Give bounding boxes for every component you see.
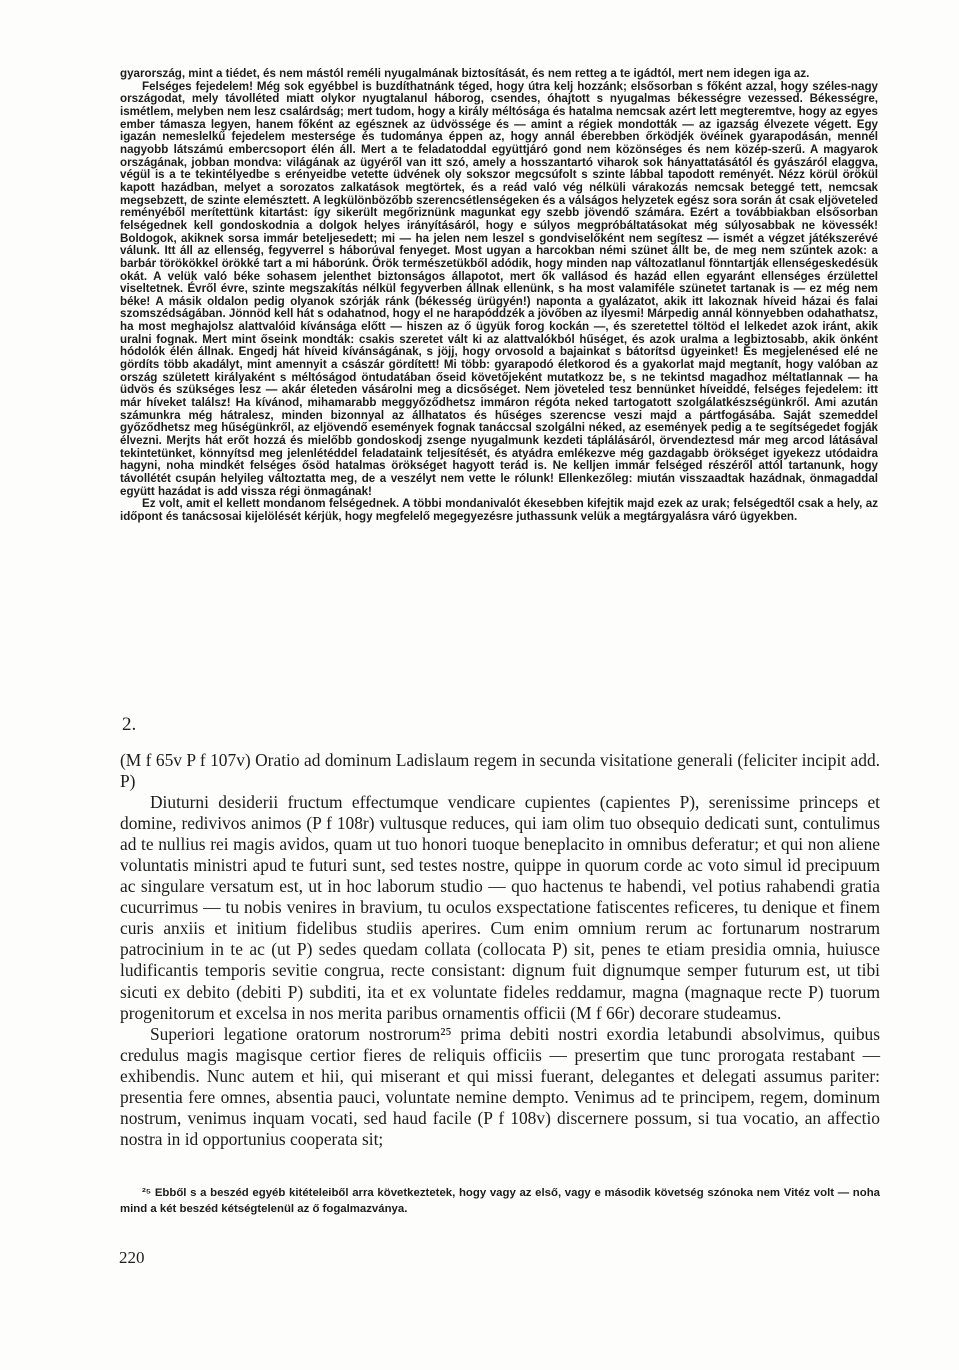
section-number: 2. [122,714,137,735]
latin-paragraph: Superiori legatione oratorum nostrorum²⁵ prima debiti nostri exordia letabundi absolvimus, quibus credulus magis magisque certior fieres de reliquis officiis — presertim que tunc prorogata restabant — exhibendis. Nunc autem et hii, qui miserant et qui missi fuerant, delegantes et delegati assumus pariter: presentia fere omnes, absentia pauci, voluntate nemine dempto. Venimus ad te principem, regem, dominum nostrum, venimus inquam vocati, sed haud facile (P f 108v) discernere possum, si tua vocatio, an affectio nostra in id opportunius cooperata sit; [120,1023,880,1149]
latin-heading: (M f 65v P f 107v) Oratio ad dominum Ladislaum regem in secunda visitatione generali (feliciter incipit add. P) [120,750,880,792]
page-number: 220 [119,1248,145,1267]
footnote [120,1185,880,1217]
hungarian-paragraph: gyarország, mint a tiédet, és nem mástól reméli nyugalmának biztosítását, és nem retteg a te igádtól, mert nem idegen iga az. [120,67,810,80]
latin-paragraph: Diuturni desiderii fructum effectumque vendicare cupientes (capientes P), serenissime princeps et domine, redivivos animos (P f 108r) vultusque reduces, qui iam olim tuo obsequio dedicati sunt, contulimus ad te nullius rei magis avidos, quam ut tuo honori tuoque beneplacito in omnibus deferatur; et qui non aliene voluntatis ministri apud te futuri sunt, sed testes nostre, quippe in quorum corde ac voto simul id precipuum ac singulare versatum est, ut in hoc laborum studio — quo hactenus te habendi, vel potius rahabendi gratia cucurrimus — tu nobis venires in bravium, tu oculos exspectatione fatiscentes reficeres, tu denique et finem curis anxiis et initium fidelibus studiis aperires. Cum enim omnium rerum ac fortunarum nostrarum patrocinium in te ac (ut P) sedes quedam collata (collocata P) sit, penes te etiam presidia omnia, huiusce ludificantis temporis sevitie congrua, recte consistant: dignum fuit dignumque semper futurum est, ut tibi sicuti ex debito (debiti P) subditi, ita et ex voluntate fideles reddamur, magna (magnaque recte P) tuorum progenitorum et excelsa in nos merita paribus ornamentis officii (M f 66r) decorare studeamus. [120,792,880,1023]
footnote-text: ²⁵ Ebből s a beszéd egyéb kitételeiből arra következtetek, hogy vagy az első, vagy e második követség szónoka nem Vitéz volt — noha mind a két beszéd kétségtelenül az ő fogalmazványa. [120,1187,880,1215]
hungarian-paragraph: Ez volt, amit el kellett mondanom felségednek. A többi mondanivalót ékesebben kifejtik majd ezek az urak; felségedtől csak a hely, az időpont és tanácsosai kijelölését kérjük, hogy megfelelő megegyezésre juthassunk velük a megtárgyalásra váró ügyekben. [120,497,878,523]
latin-text [120,750,880,1150]
hungarian-translation-text [120,68,878,524]
hungarian-paragraph: Felséges fejedelem! Még sok egyébbel is buzdíthatnánk téged, hogy útra kelj hozzánk; elsősorban s főként azzal, hogy széles-nagy országodat, mely távolléted miatt olykor nyugtalanul háborog, csendes, óhajtott s nyugalmas békességre vezessed. Békességre, ismétlem, melyben nem lesz csalárdság; mert tudom, hogy a király méltósága és hatalma nemcsak azért lett megteremtve, hogy az egyes ember támasza legyen, hanem főként az egésznek az üdvössége és — amint a régiek mondották — az igazság élvezete végett. Egy igazán nemeslelkű fejedelem mestersége és tudománya éppen az, hogy annál éberebben őrködjék övéinek gyarapodásán, mennél nagyobb látszámú embercsoport élén áll. Mert a te feladatoddal együttjáró gond nem közönséges és nem közép-szerű. A magyarok országának, jobban mondva: világának az ügyéről van itt szó, amely a hosszantartó viharok sok hányattatásától és gyászáról elaggva, végül is a te tekintélyedbe s erényeidbe vetette üdvének oly sokszor megcsúfolt s szinte lábbal tapodott reményét. Nézz körül örökül kapott hazádban, melyet a sorozatos zalkatások megtörtek, és a reád való vég nélküli várakozás nemcsak beteggé tett, nemcsak megsebzett, de szinte elemésztett. A legkülönbözőbb szerencsétlenségeken és a válságos helyzetek egész sora során át csak eljöveteled reményéből merítettünk kitartást: így sikerült megőriznünk magunkat egy szebb jövendő számára. Ezért a továbbiakban elsősorban felségednek kell gondoskodnia a dolgok helyes irányításáról, hogy e súlyos megpróbáltatásokat még súlyosabbak ne kövessék! Boldogok, akiknek sorsa immár beteljesedett; mi — ha jelen nem leszel s gondviselőként nem segítesz — ismét a végzet játékszerévé válunk. Itt áll az ellenség, fegyverrel s háborúval fenyeget. Most ugyan a harcokban némi szünet állt be, de meg nem szűntek azok: a barbár törökökkel örökké tart a mi háborúnk. Örök természetükből adódik, hogy minden nap változatlanul fönntartják ellenségeskedésük okát. A velük való béke sohasem jelenthet biztonságos állapotot, mert ők vallásod és hazád ellen egyaránt ellenséges érzülettel viseltetnek. Évről évre, szinte megszakítás nélkül fegyverben állnak ellenünk, s ha most valamiféle szünetet tartanak is — ez még nem béke! A másik oldalon pedig olyanok szórják ránk (békesség ürügyén!) naponta a gyalázatot, akik itt lakoznak híveid házai és falai szomszédságában. Jönnöd kell hát s odahatnod, hogy el ne harapóddzék a jövőben az ilyesmi! Márpedig annál könnyebben odahathatsz, ha most meghajolsz alattvalóid kívánsága előtt — hiszen az ő ügyük forog kockán —, és szeretettel töltöd el lelkedet azok iránt, akik uralni fognak. Mert mint őseink mondták: csakis szeretet vált ki az alattvalókból hűséget, és azok uralma a legbiztosabb, akik önként hódolók élén állnak. Engedj hát híveid kívánságának, s jöjj, hogy orvosold a bajainkat s bátorítsd ügyeinket! És megjelenésed elé ne gördíts több akadályt, mint amennyit a császár gördített! Mi több: gyarapodó életkorod és a gyakorlat majd megtanít, hogy valóban az ország született királyaként s méltóságod öntudatában őseid követőjeként mutatkozz be, s ne tekintsd magadhoz méltatlannak — ha üdvös és szükséges lesz — akár életeden vásárolni meg a dicsőséget. Nem jöveteled tesz bennünket híveiddé, felséges fejedelem: itt már híveket találsz! Ha kívánod, mihamarabb meggyőződhetsz immáron régóta neked tartogatott szolgálatkészségünkről. Ami azután számunkra még hátralesz, minden bizonnyal az állhatatos és hűséges szerencse veszi majd a pártfogásába. Saját szemeddel győződhetsz meg hűségünkről, az eljövendő események fognak tanáccsal szolgálni néked, az események pedig a te segítségedet fogják élvezni. Merjts hát erőt hozzá és mielőbb gondoskodj zsenge nyugalmunk kezdeti táplálásáról, örvendeztesd már meg arcod látásával tekintetünket, könnyítsd meg jelenlétéddel feladataink teljesítését, és atyádra emlékezve még gazdagabb örökséget igyekezz utódaidra hagyni, noha mindkét felséges ősöd hatalmas örökséget hagyott terád is. Ne kelljen immár felséged részéről attól tartanunk, hogy távollétét csupán helyileg változtatta meg, de a veszélyt nem vette le rólunk! Ellenkezőleg: miután visszaadtak hazádnak, önmagaddal együtt hazádat is add vissza régi önmagának! [120,79,878,498]
